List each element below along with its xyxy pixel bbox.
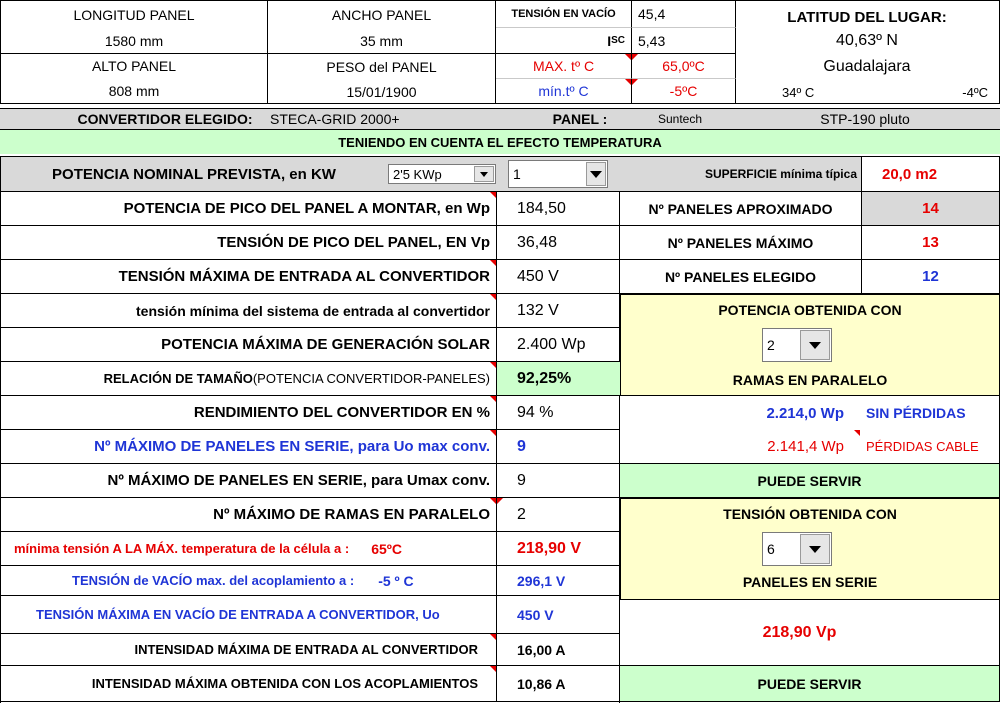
row-serie-umax-value[interactable]: 9 <box>496 464 620 498</box>
temperature-banner: TENIENDO EN CUENTA EL EFECTO TEMPERATURA <box>0 130 1000 154</box>
row-tension-min-value[interactable]: 132 V <box>496 294 620 328</box>
peso-label: PESO del PANEL <box>268 54 496 80</box>
isc-label-sub: SC <box>611 35 625 46</box>
row-ramas-label: Nº MÁXIMO DE RAMAS EN PARALELO <box>0 498 496 532</box>
latitud-label: LATITUD DEL LUGAR: <box>787 8 947 26</box>
row-intensidad-max-label: INTENSIDAD MÁXIMA DE ENTRADA AL CONVERTIDOR <box>0 634 496 666</box>
serie-select-value: 6 <box>767 541 775 557</box>
max-temp-label: MAX. tº C <box>496 54 632 79</box>
paneles-elegido-label: Nº PANELES ELEGIDO <box>620 260 862 294</box>
row-vacio-convertidor-label: TENSIÓN MÁXIMA EN VACÍO DE ENTRADA A CONVERTIDOR, Uo <box>0 596 496 634</box>
row-tension-pico-label: TENSIÓN DE PICO DEL PANEL, EN Vp <box>0 226 496 260</box>
alto-value[interactable]: 808 mm <box>0 78 268 104</box>
potencia-kw-select[interactable] <box>388 164 496 184</box>
row-intensidad-obtenida-value[interactable]: 10,86 A <box>496 666 620 702</box>
row-vacio-acoplamiento-value[interactable]: 296,1 V <box>496 566 620 596</box>
row-potencia-max-value[interactable]: 2.400 Wp <box>496 328 620 362</box>
ramas-select[interactable] <box>762 328 832 362</box>
potencia-label: POTENCIA NOMINAL PREVISTA, en KW <box>52 165 336 183</box>
tension-obtenida-label: TENSIÓN OBTENIDA CON <box>723 506 897 522</box>
serie-select[interactable] <box>762 532 832 566</box>
perdidas-label: PÉRDIDAS CABLE <box>860 430 1000 464</box>
chevron-down-icon[interactable] <box>800 330 830 360</box>
row-min-tension-value[interactable]: 218,90 V <box>496 532 620 566</box>
tension-vacio-label: TENSIÓN EN VACÍO <box>496 0 632 28</box>
paneles-max-value[interactable]: 13 <box>862 226 1000 260</box>
row-vacio-acoplamiento-label <box>0 566 496 596</box>
peso-value[interactable]: 15/01/1900 <box>268 80 496 104</box>
max-temp-value[interactable]: 65,0ºC <box>632 54 736 79</box>
latitud-box <box>736 0 1000 104</box>
row-relacion-label-main: RELACIÓN DE TAMAÑO <box>103 371 253 386</box>
potencia-kw-select-value: 2'5 KWp <box>393 166 442 182</box>
row-tension-max-value[interactable]: 450 V <box>496 260 620 294</box>
row-serie-umax-label: Nº MÁXIMO DE PANELES EN SERIE, para Umax conv. <box>0 464 496 498</box>
chevron-down-icon[interactable] <box>474 166 494 182</box>
panel-label: PANEL : <box>552 111 608 127</box>
row-min-tension-label-text: mínima tensión A LA MÁX. temperatura de la célula a : <box>14 541 350 556</box>
puede-servir-1: PUEDE SERVIR <box>620 464 1000 498</box>
row-relacion-value[interactable]: 92,25% <box>496 362 620 396</box>
temp-min: -4ºC <box>962 84 988 100</box>
paneles-aprox-label: Nº PANELES APROXIMADO <box>620 192 862 226</box>
selection-bar <box>0 108 1000 130</box>
row-intensidad-max-value[interactable]: 16,00 A <box>496 634 620 666</box>
row-vacio-acoplamiento-label-text: TENSIÓN de VACÍO max. del acoplamiento a : <box>72 573 355 588</box>
panel-model[interactable]: STP-190 pluto <box>820 111 910 127</box>
convertidor-label: CONVERTIDOR ELEGIDO: <box>77 111 253 127</box>
min-temp-label: mín.tº C <box>496 79 632 104</box>
paneles-max-label: Nº PANELES MÁXIMO <box>620 226 862 260</box>
ciudad[interactable]: Guadalajara <box>823 58 911 75</box>
row-vacio-convertidor-value[interactable]: 450 V <box>496 596 620 634</box>
isc-label <box>496 28 632 54</box>
row-potencia-pico-label: POTENCIA DE PICO DEL PANEL A MONTAR, en Wp <box>0 192 496 226</box>
sin-perdidas-value[interactable]: 2.214,0 Wp <box>766 404 844 422</box>
row-relacion-label-sub: (POTENCIA CONVERTIDOR-PANELES) <box>252 371 490 386</box>
row-tension-pico-value[interactable]: 36,48 <box>496 226 620 260</box>
sin-perdidas-label: SIN PÉRDIDAS <box>860 396 1000 430</box>
ancho-label: ANCHO PANEL <box>268 0 496 28</box>
serie-label: PANELES EN SERIE <box>742 574 878 590</box>
row-serie-uo-value[interactable]: 9 <box>496 430 620 464</box>
temp-max: 34º C <box>782 84 815 100</box>
superficie-label: SUPERFICIE mínima típica <box>620 156 862 192</box>
superficie-value[interactable]: 20,0 m2 <box>862 156 1000 192</box>
chevron-down-icon[interactable] <box>800 534 830 564</box>
paneles-elegido-value[interactable]: 12 <box>862 260 1000 294</box>
row-ramas-value[interactable]: 2 <box>496 498 620 532</box>
row-rendimiento-value[interactable]: 94 % <box>496 396 620 430</box>
potencia-obtenida-label: POTENCIA OBTENIDA CON <box>718 302 902 318</box>
ancho-value[interactable]: 35 mm <box>268 28 496 54</box>
isc-value[interactable]: 5,43 <box>632 28 736 54</box>
potencia-multiplier-select-value: 1 <box>513 166 521 182</box>
min-temp-value[interactable]: -5ºC <box>632 79 736 104</box>
tension-result[interactable]: 218,90 Vp <box>620 600 1000 666</box>
row-rendimiento-label: RENDIMIENTO DEL CONVERTIDOR EN % <box>0 396 496 430</box>
row-vacio-acoplamiento-temp: -5 º C <box>378 572 414 589</box>
ramas-label: RAMAS EN PARALELO <box>732 372 888 388</box>
longitud-label: LONGITUD PANEL <box>0 0 268 28</box>
tension-vacio-value[interactable]: 45,4 <box>632 0 736 28</box>
row-intensidad-obtenida-label: INTENSIDAD MÁXIMA OBTENIDA CON LOS ACOPLAMIENTOS <box>0 666 496 702</box>
row-potencia-max-label: POTENCIA MÁXIMA DE GENERACIÓN SOLAR <box>0 328 496 362</box>
paneles-aprox-value[interactable]: 14 <box>862 192 1000 226</box>
row-relacion-label <box>0 362 496 396</box>
latitud-value[interactable]: 40,63º N <box>836 32 898 49</box>
ramas-select-value: 2 <box>767 337 775 353</box>
row-tension-max-label: TENSIÓN MÁXIMA DE ENTRADA AL CONVERTIDOR <box>0 260 496 294</box>
isc-label-main: I <box>607 32 612 49</box>
perdidas-value[interactable]: 2.141,4 Wp <box>620 430 860 464</box>
puede-servir-2: PUEDE SERVIR <box>620 666 1000 702</box>
longitud-value[interactable]: 1580 mm <box>0 28 268 54</box>
row-min-tension-temp: 65ºC <box>371 540 402 557</box>
potencia-multiplier-select[interactable] <box>508 160 608 188</box>
chevron-down-icon[interactable] <box>586 162 606 186</box>
row-potencia-pico-value[interactable]: 184,50 <box>496 192 620 226</box>
alto-label: ALTO PANEL <box>0 54 268 78</box>
row-tension-min-label: tensión mínima del sistema de entrada al convertidor <box>0 294 496 328</box>
row-serie-uo-label: Nº MÁXIMO DE PANELES EN SERIE, para Uo max conv. <box>0 430 496 464</box>
convertidor-value[interactable]: STECA-GRID 2000+ <box>270 111 400 127</box>
panel-brand[interactable]: Suntech <box>657 112 703 126</box>
row-min-tension-label <box>0 532 496 566</box>
